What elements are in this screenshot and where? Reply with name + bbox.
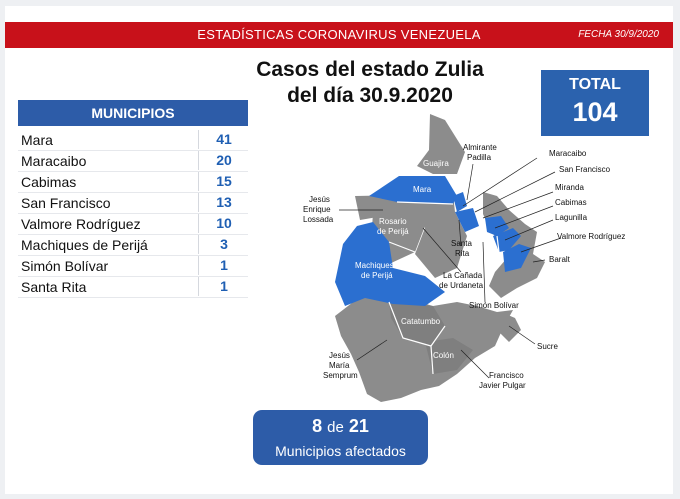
municipio-cases: 10 xyxy=(198,214,249,233)
map-label-jesus-maria-3: Semprum xyxy=(323,371,358,380)
affected-count-line xyxy=(253,416,428,437)
municipio-name: Machiques de Perijá xyxy=(21,237,148,253)
header-title: ESTADÍSTICAS CORONAVIRUS VENEZUELA xyxy=(197,27,481,42)
map-label-guajira: Guajira xyxy=(423,159,449,168)
map-label-miranda: Miranda xyxy=(555,183,584,192)
map-label-almirante-2: Padilla xyxy=(467,153,492,162)
municipio-cases: 15 xyxy=(198,172,249,191)
infographic-page xyxy=(5,6,673,494)
affected-total: 21 xyxy=(348,416,369,436)
map-label-sucre: Sucre xyxy=(537,342,558,351)
header-date: FECHA 30/9/2020 xyxy=(578,29,659,40)
municipio-cases: 41 xyxy=(198,130,249,149)
affected-municipios-box xyxy=(253,410,428,465)
municipio-name: Simón Bolívar xyxy=(21,258,109,274)
map-label-san-francisco: San Francisco xyxy=(559,165,611,174)
affected-label: Municipios afectados xyxy=(275,443,406,459)
municipio-name: Maracaibo xyxy=(21,153,87,169)
municipio-cases: 3 xyxy=(198,235,249,254)
map-label-francisco-1: Francisco xyxy=(489,371,524,380)
map-label-maracaibo: Maracaibo xyxy=(549,149,587,158)
municipio-cases: 1 xyxy=(198,256,249,275)
municipio-cases: 13 xyxy=(198,193,249,212)
municipio-name: Santa Rita xyxy=(21,279,87,295)
municipio-name: Cabimas xyxy=(21,174,77,190)
main-title-line-2: del día 30.9.2020 xyxy=(287,84,453,107)
municipio-cases: 1 xyxy=(198,277,249,296)
map-label-mara: Mara xyxy=(413,185,432,194)
map-label-jesus-enrique-1: Jesús xyxy=(309,195,330,204)
main-title-line-1: Casos del estado Zulia xyxy=(256,58,484,81)
municipios-header: MUNICIPIOS xyxy=(18,100,248,126)
map-label-jesus-enrique-2: Enrique xyxy=(303,205,331,214)
municipio-name: Mara xyxy=(21,132,53,148)
map-label-almirante-1: Almirante xyxy=(463,143,497,152)
map-label-rosario-1: Rosario xyxy=(379,217,407,226)
map-label-rosario-2: de Perijá xyxy=(377,227,409,236)
municipio-name: Valmore Rodríguez xyxy=(21,216,141,232)
map-label-jesus-maria-1: Jesús xyxy=(329,351,350,360)
map-label-jesus-enrique-3: Lossada xyxy=(303,215,334,224)
map-label-santa-rita-1: Santa xyxy=(451,239,472,248)
municipio-name: San Francisco xyxy=(21,195,111,211)
map-label-valmore-rodriguez: Valmore Rodríguez xyxy=(557,232,626,241)
affected-of: de xyxy=(327,419,344,436)
map-label-lagunilla: Lagunilla xyxy=(555,213,588,222)
map-label-cabimas: Cabimas xyxy=(555,198,587,207)
map-label-canada-2: de Urdaneta xyxy=(439,281,484,290)
map-label-catatumbo: Catatumbo xyxy=(401,317,441,326)
map-label-colon: Colón xyxy=(433,351,454,360)
map-label-machiques-1: Machiques xyxy=(355,261,394,270)
map-region-east-coast xyxy=(483,192,545,298)
map-label-jesus-maria-2: María xyxy=(329,361,350,370)
map-label-baralt: Baralt xyxy=(549,255,570,264)
map-label-santa-rita-2: Rita xyxy=(455,249,470,258)
affected-count: 8 xyxy=(312,416,323,436)
map-label-simon-bolivar: Simón Bolívar xyxy=(469,301,519,310)
total-label: TOTAL xyxy=(569,76,621,93)
map-label-francisco-2: Javier Pulgar xyxy=(479,381,526,390)
map-label-machiques-2: de Perijá xyxy=(361,271,393,280)
total-value: 104 xyxy=(572,97,618,127)
map-label-canada-1: La Cañada xyxy=(443,271,483,280)
municipio-cases: 20 xyxy=(198,151,249,170)
